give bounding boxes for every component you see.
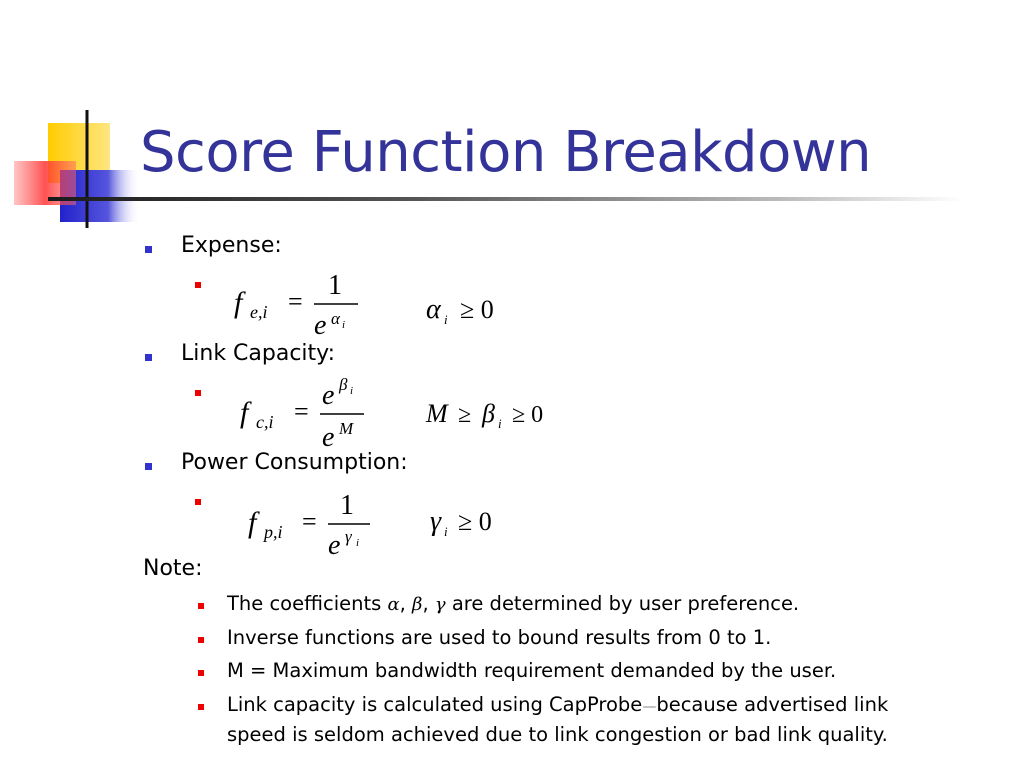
formula-link-capacity <box>236 372 566 452</box>
formula-exponent-sub: i <box>350 385 354 397</box>
formula-numerator-exponent: β <box>339 375 348 394</box>
formula-exponent-sub: i <box>342 319 346 331</box>
constraint-relation-1: ≥ <box>458 402 472 428</box>
separator: , <box>422 592 429 615</box>
formula-sub: p,i <box>264 522 283 542</box>
formula-numerator: 1 <box>328 270 342 301</box>
alpha-symbol: α <box>387 594 400 615</box>
formula-exponent-sub: i <box>356 537 360 549</box>
em-dash: — <box>642 699 657 715</box>
corner-decoration <box>0 0 140 240</box>
bullet-link-capacity <box>145 354 152 361</box>
formula-expense <box>230 262 520 342</box>
item-power-consumption-label: Power Consumption: <box>181 450 408 475</box>
note-item-inverse: Inverse functions are used to bound results from 0 to 1. <box>227 626 772 649</box>
bullet-expense <box>145 246 152 253</box>
item-link-capacity-label: Link Capacity: <box>181 341 335 366</box>
formula-f: f <box>248 506 257 539</box>
constraint-greek-sub: i <box>498 416 502 431</box>
title-underline <box>48 197 963 201</box>
note-item-1-pre: The coefficients <box>227 592 382 615</box>
formula-denominator-exponent: M <box>339 419 354 438</box>
beta-symbol: β <box>412 594 423 615</box>
constraint-greek: γ <box>430 506 442 537</box>
formula-numerator-base: e <box>322 380 335 411</box>
formula-equals: = <box>294 397 309 426</box>
bullet-power-formula <box>195 499 201 505</box>
bullet-expense-formula <box>195 282 201 288</box>
formula-power-consumption <box>244 482 534 562</box>
note-bullet-3 <box>198 670 204 676</box>
bullet-power-consumption <box>145 463 152 470</box>
note-label: Note: <box>143 556 203 581</box>
formula-equals: = <box>302 507 317 536</box>
note-bullet-4 <box>198 704 204 710</box>
formula-f: f <box>240 396 249 429</box>
formula-denominator-base: e <box>322 422 335 452</box>
note-item-coefficients <box>227 590 799 619</box>
formula-numerator: 1 <box>340 490 354 521</box>
constraint-greek: α <box>426 294 441 325</box>
formula-sub: e,i <box>250 302 268 322</box>
gamma-symbol: γ <box>434 594 446 615</box>
note-item-max-bandwidth: M = Maximum bandwidth requirement demanded by the user. <box>227 659 837 682</box>
page-title: Score Function Breakdown <box>140 120 872 185</box>
formula-denominator-exponent: α <box>331 309 340 328</box>
formula-equals: = <box>288 287 303 316</box>
note-item-4-line1-post: because advertised link <box>656 693 889 716</box>
formula-denominator-base: e <box>314 310 327 341</box>
note-item-4-line2: speed is seldom achieved due to link congestion or bad link quality. <box>227 723 888 746</box>
constraint-m: M <box>426 399 448 428</box>
item-expense-label: Expense: <box>181 233 282 258</box>
note-item-1-post: are determined by user preference. <box>451 592 800 615</box>
formula-f: f <box>234 286 243 319</box>
note-item-link-capacity <box>227 691 888 749</box>
formula-denominator-exponent: γ <box>345 527 352 546</box>
note-bullet-2 <box>198 637 204 643</box>
note-item-4-line1-pre: Link capacity is calculated using CapProbe <box>227 693 643 716</box>
constraint-relation: ≥ 0 <box>458 507 492 536</box>
formula-denominator-base: e <box>328 530 341 561</box>
constraint-greek: β <box>482 399 495 428</box>
constraint-relation-2: ≥ 0 <box>512 402 544 428</box>
separator: , <box>399 592 406 615</box>
bullet-link-capacity-formula <box>195 390 201 396</box>
note-bullet-1 <box>198 603 204 609</box>
constraint-greek-sub: i <box>444 524 448 539</box>
constraint-relation: ≥ 0 <box>460 295 494 324</box>
formula-sub: c,i <box>256 412 274 432</box>
constraint-greek-sub: i <box>444 312 448 327</box>
